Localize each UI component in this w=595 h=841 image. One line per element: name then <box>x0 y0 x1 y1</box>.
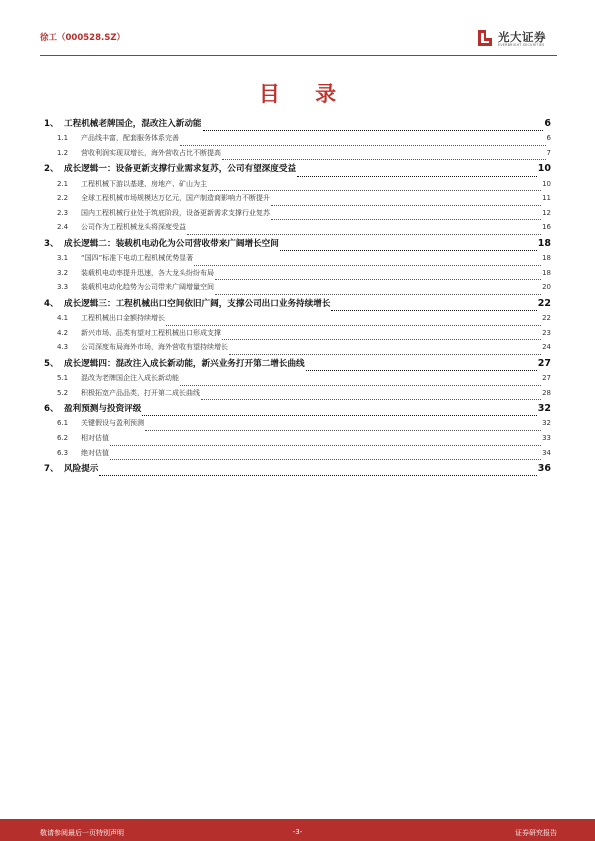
toc-entry-number: 3.1 <box>57 254 69 263</box>
toc-entry-page: 36 <box>537 463 551 475</box>
toc-leader-dots <box>194 265 541 266</box>
toc-entry-page: 24 <box>542 343 551 352</box>
toc-entry-title: 公司作为工程机械龙头将深度受益 <box>81 223 186 232</box>
toc-entry-number: 2.3 <box>57 208 69 217</box>
toc-section-row[interactable] <box>44 268 551 283</box>
logo-text-en: EVERBRIGHT SECURITIES <box>498 43 545 47</box>
report-ticker: 徐工（000528.SZ） <box>40 33 126 43</box>
toc-entry-page: 22 <box>542 314 551 323</box>
toc-leader-dots <box>280 250 537 251</box>
toc-leader-dots <box>201 399 541 400</box>
toc-entry-page: 6 <box>544 118 551 129</box>
toc-section-row[interactable] <box>44 222 551 237</box>
toc-leader-dots <box>271 219 541 220</box>
toc-entry-number: 3.2 <box>57 268 69 277</box>
toc-entry-title: 工程机械下游以基建、房地产、矿山为主 <box>81 179 207 188</box>
toc-leader-dots <box>142 415 536 416</box>
toc-entry-title: 盈利预测与投资评级 <box>64 404 142 415</box>
toc-entry-number: 5.1 <box>57 374 69 383</box>
header-divider <box>40 55 557 56</box>
toc-leader-dots <box>306 370 537 371</box>
toc-entry-page: 27 <box>542 374 551 383</box>
toc-leader-dots <box>110 445 541 446</box>
toc-entry-title: 产品线丰富，配套服务体系完善 <box>81 134 179 143</box>
toc-leader-dots <box>208 190 541 191</box>
toc-entry-number: 4、 <box>44 298 59 309</box>
toc-leader-dots <box>180 385 541 386</box>
toc-entry-page: 33 <box>542 434 551 443</box>
toc-section-row[interactable] <box>44 328 551 343</box>
toc-entry-title: 绝对估值 <box>81 448 109 457</box>
toc-entry-number: 1.1 <box>57 134 69 143</box>
toc-entry-number: 3、 <box>44 238 59 249</box>
toc-entry-title: 装载机电动率提升迅速，各大龙头纷纷布局 <box>81 268 214 277</box>
toc-entry-number: 2.2 <box>57 194 69 203</box>
toc-section-row[interactable] <box>44 193 551 208</box>
toc-entry-page: 22 <box>537 297 551 309</box>
toc-entry-page: 18 <box>537 237 551 249</box>
toc-chapter-row[interactable] <box>44 162 551 178</box>
toc-entry-page: 32 <box>537 403 551 415</box>
toc-leader-dots <box>222 159 546 160</box>
toc-entry-page: 12 <box>542 208 551 217</box>
toc-entry-number: 6、 <box>44 404 59 415</box>
toc-section-row[interactable] <box>44 388 551 403</box>
toc-entry-page: 10 <box>542 179 551 188</box>
toc-entry-title: 积极拓宽产品品类，打开第二成长曲线 <box>81 388 200 397</box>
toc-entry-title: 装载机电动化趋势为公司带来广阔增量空间 <box>81 283 214 292</box>
page-title: 目 录 <box>258 82 351 106</box>
toc-chapter-row[interactable] <box>44 117 551 133</box>
toc-entry-title: 全球工程机械市场规模达万亿元，国产制造商影响力不断提升 <box>81 194 270 203</box>
toc-entry-page: 10 <box>537 163 551 175</box>
toc-entry-title: 国内工程机械行业处于筑底阶段，设备更新需求支撑行业复苏 <box>81 208 270 217</box>
toc-entry-title: 成长逻辑四：混改注入成长新动能，新兴业务打开第二增长曲线 <box>64 358 305 369</box>
footer-page-number: -3- <box>292 828 303 836</box>
toc-entry-number: 1、 <box>44 119 59 129</box>
toc-entry-page: 34 <box>542 448 551 457</box>
toc-leader-dots <box>187 234 541 235</box>
toc-leader-dots <box>297 176 537 177</box>
toc-entry-page: 7 <box>546 148 551 157</box>
toc-entry-number: 6.2 <box>57 434 69 443</box>
toc-leader-dots <box>110 459 541 460</box>
toc-entry-title: 工程机械老牌国企，混改注入新动能 <box>64 119 202 129</box>
toc-leader-dots <box>331 310 536 311</box>
toc-entry-number: 6.3 <box>57 448 69 457</box>
toc-chapter-row[interactable] <box>44 402 551 418</box>
toc-section-row[interactable] <box>44 418 551 433</box>
footer-disclaimer: 敬请参阅最后一页特别声明 <box>40 829 124 837</box>
toc-leader-dots <box>271 205 541 206</box>
toc-section-row[interactable] <box>44 253 551 268</box>
logo-text-cn: 光大证券 <box>498 30 546 44</box>
toc-entry-title: 公司深度布局海外市场，海外营收有望持续增长 <box>81 343 228 352</box>
toc-entry-number: 5.2 <box>57 388 69 397</box>
toc-entry-number: 3.3 <box>57 283 69 292</box>
toc-entry-page: 6 <box>546 134 551 143</box>
toc-entry-title: 风险提示 <box>64 464 99 475</box>
toc-leader-dots <box>215 294 541 295</box>
toc-entry-page: 16 <box>542 223 551 232</box>
toc-entry-number: 4.3 <box>57 343 69 352</box>
toc-entry-number: 1.2 <box>57 148 69 157</box>
toc-section-row[interactable] <box>44 148 551 163</box>
toc-leader-dots <box>203 130 544 131</box>
toc-section-row[interactable] <box>44 373 551 388</box>
toc-chapter-row[interactable] <box>44 237 551 253</box>
toc-entry-number: 4.2 <box>57 328 69 337</box>
toc-leader-dots <box>166 325 541 326</box>
toc-entry-page: 11 <box>542 194 551 203</box>
toc-section-row[interactable] <box>44 433 551 448</box>
toc-chapter-row[interactable] <box>44 297 551 313</box>
toc-entry-page: 27 <box>537 357 551 369</box>
toc-entry-title: 新兴市场、品类有望对工程机械出口形成支撑 <box>81 328 221 337</box>
toc-entry-number: 5、 <box>44 358 59 369</box>
toc-entry-title: 营收利润实现双增长，海外营收占比不断提高 <box>81 148 221 157</box>
toc-leader-dots <box>222 339 541 340</box>
table-of-contents <box>44 117 551 478</box>
brand-logo <box>476 26 558 52</box>
toc-entry-title: 关键假设与盈利预测 <box>81 419 144 428</box>
toc-section-row[interactable] <box>44 282 551 297</box>
toc-entry-page: 23 <box>542 328 551 337</box>
toc-section-row[interactable] <box>44 448 551 463</box>
toc-entry-title: 成长逻辑二：装载机电动化为公司营收带来广阔增长空间 <box>64 238 279 249</box>
toc-entry-number: 4.1 <box>57 314 69 323</box>
toc-entry-title: “国四”标准下电动工程机械优势显著 <box>81 254 194 263</box>
toc-entry-number: 6.1 <box>57 419 69 428</box>
toc-chapter-row[interactable] <box>44 357 551 373</box>
toc-entry-page: 18 <box>542 268 551 277</box>
toc-entry-page: 18 <box>542 254 551 263</box>
everbright-logo-icon <box>476 28 494 48</box>
toc-leader-dots <box>99 475 536 476</box>
toc-entry-title: 混改为老牌国企注入成长新动能 <box>81 374 179 383</box>
toc-entry-title: 成长逻辑三：工程机械出口空间依旧广阔，支撑公司出口业务持续增长 <box>64 298 331 309</box>
footer-report-type: 证券研究报告 <box>515 829 557 837</box>
toc-section-row[interactable] <box>44 208 551 223</box>
toc-entry-page: 20 <box>542 283 551 292</box>
toc-entry-number: 2、 <box>44 164 59 175</box>
toc-section-row[interactable] <box>44 179 551 194</box>
toc-section-row[interactable] <box>44 133 551 148</box>
toc-entry-title: 成长逻辑一：设备更新支撑行业需求复苏，公司有望深度受益 <box>64 164 297 175</box>
toc-leader-dots <box>145 430 541 431</box>
toc-leader-dots <box>215 279 541 280</box>
toc-leader-dots <box>180 145 546 146</box>
toc-entry-number: 7、 <box>44 464 59 475</box>
toc-entry-number: 2.4 <box>57 223 69 232</box>
toc-entry-page: 28 <box>542 388 551 397</box>
toc-entry-number: 2.1 <box>57 179 69 188</box>
toc-section-row[interactable] <box>44 313 551 328</box>
toc-entry-title: 相对估值 <box>81 434 109 443</box>
toc-section-row[interactable] <box>44 342 551 357</box>
toc-entry-page: 32 <box>542 419 551 428</box>
toc-chapter-row[interactable] <box>44 462 551 478</box>
toc-entry-title: 工程机械出口金额持续增长 <box>81 314 165 323</box>
toc-leader-dots <box>229 354 541 355</box>
